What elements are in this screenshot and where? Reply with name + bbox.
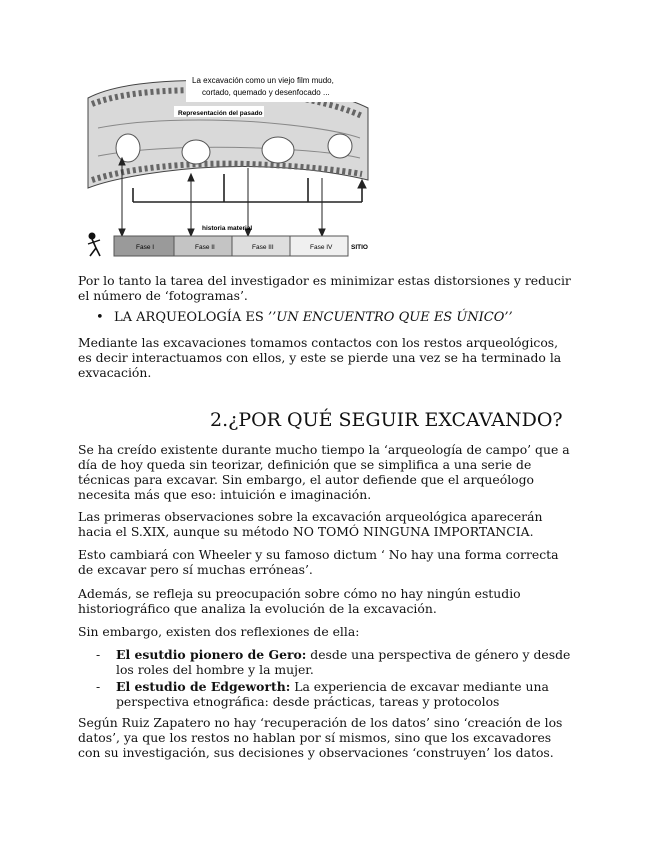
- paragraph-excavaciones: Mediante las excavaciones tomamos contactos con los restos arqueológicos, es decir interactuamos con ellos, y este se pierde una vez se ha terminado la exvacación.: [78, 335, 562, 380]
- figure-label-pasado: Representación del pasado: [178, 110, 263, 117]
- list-marker: -: [96, 679, 101, 694]
- list-item-bold: El estudio de Edgeworth:: [116, 679, 291, 694]
- figure-caption-line2: cortado, quemado y desenfocado ...: [202, 88, 330, 97]
- bullet-prefix: LA ARQUEOLOGÍA ES: [114, 310, 264, 325]
- figure-caption-line1: La excavación como un viejo film mudo,: [192, 76, 334, 85]
- list-item-text: desde una perspectiva de género y desde los roles del hombre y la mujer.: [116, 647, 571, 677]
- paragraph-arqueologia-campo: Se ha creído existente durante mucho tiempo la ‘arqueología de campo’ que a día de hoy queda sin teorizar, definición que se simplifica a una serie de técnicas para excavar. Sin embargo, el autor defiende que el arqueólogo necesita más que eso: intuición e imaginación.: [78, 442, 570, 502]
- bullet-quote: ’’UN ENCUENTRO QUE ES ÚNICO’’: [267, 310, 513, 325]
- paragraph-preocupacion: Además, se refleja su preocupación sobre cómo no hay ningún estudio historiográfico que analiza la evolución de la excavación.: [78, 586, 521, 616]
- list-item-bold: El esutdio pionero de Gero:: [116, 647, 307, 662]
- paragraph-ruiz-zapatero: Según Ruiz Zapatero no hay ‘recuperación de los datos’ sino ‘creación de los datos’, ya que los restos no hablan por sí mismos, sino que los excavadores con su investigación, sus decisiones y observaciones ‘construyen’ los datos.: [78, 715, 563, 760]
- digger-icon: [88, 233, 100, 256]
- list-item-text: La experiencia de excavar mediante una perspectiva etnográfica: desde prácticas, tareas y protocolos: [116, 679, 549, 709]
- bullet-marker: •: [96, 310, 104, 325]
- section-heading: 2.¿POR QUÉ SEGUIR EXCAVANDO?: [210, 409, 563, 431]
- sitio-label: SITIO: [351, 244, 368, 251]
- phase-1-label: Fase I: [136, 244, 155, 251]
- paragraph-reflexiones: Sin embargo, existen dos reflexiones de ella:: [78, 624, 360, 639]
- figure-label-historia: historia material: [202, 225, 253, 232]
- paragraph-wheeler: Esto cambiará con Wheeler y su famoso dictum ‘ No hay una forma correcta de excavar pero sí muchas erróneas’.: [78, 547, 559, 577]
- phase-3-label: Fase III: [252, 244, 274, 251]
- excavation-film-figure: [78, 68, 378, 264]
- phase-2-label: Fase II: [195, 244, 215, 251]
- list-item: [96, 647, 572, 677]
- paragraph-distortions: Por lo tanto la tarea del investigador es minimizar estas distorsiones y reducir el número de ‘fotogramas’.: [78, 273, 571, 303]
- list-item: [96, 679, 572, 709]
- list-marker: -: [96, 647, 101, 662]
- reflexiones-list: [96, 647, 572, 711]
- paragraph-primeras-observaciones: Las primeras observaciones sobre la excavación arqueológica aparecerán hacia el S.XIX, aunque su método NO TOMÓ NINGUNA IMPORTANCIA.: [78, 509, 543, 539]
- bullet-arqueologia: [96, 310, 513, 325]
- phase-4-label: Fase IV: [310, 244, 333, 251]
